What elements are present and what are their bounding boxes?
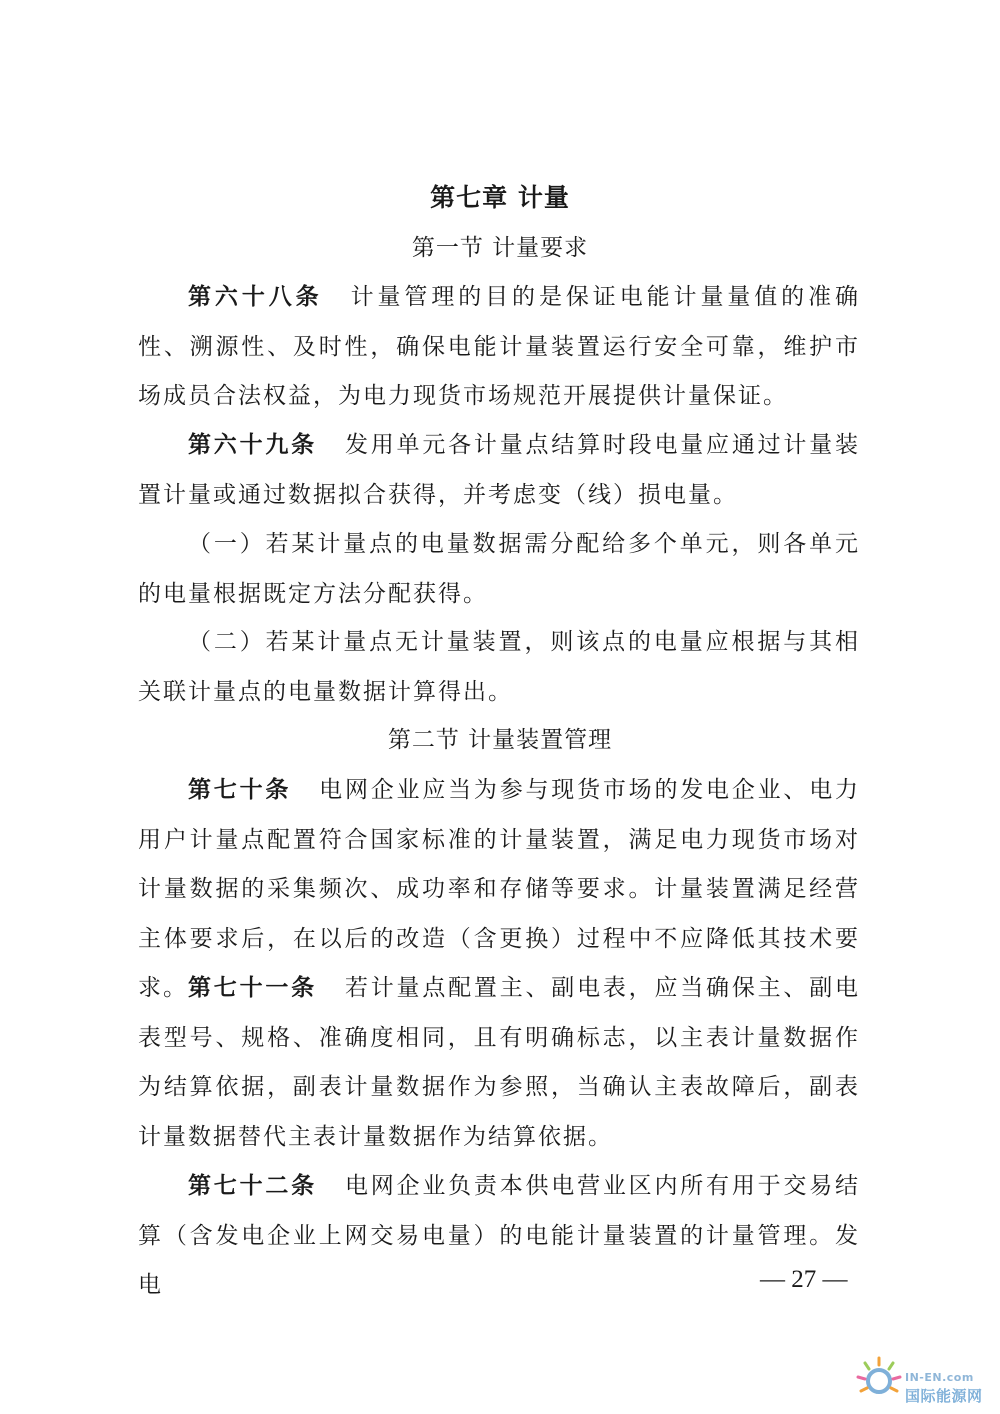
article-number: 第七十二条 — [188, 1173, 317, 1199]
article-number: 第七十条 — [188, 777, 292, 803]
article-number: 第六十九条 — [188, 432, 317, 458]
article-text: 电网企业负责本供电营业区内所有用于交易结算（含发电企业上网交易电量）的电能计量装置的计量管理。发电 — [138, 1173, 861, 1298]
section-title: 第二节 计量装置管理 — [387, 727, 613, 753]
article-number: 第七十一条 — [188, 975, 317, 1001]
chapter-title: 第七章 计量 — [430, 183, 570, 212]
clause-2 — [138, 618, 860, 717]
clause-text: （二）若某计量点无计量装置，则该点的电量应根据与其相关联计量点的电量数据计算得出。 — [138, 629, 860, 705]
page-number: — 27 — — [760, 1266, 848, 1293]
watermark-logo — [855, 1355, 995, 1410]
sun-flower-icon — [855, 1355, 903, 1407]
article-71 — [138, 964, 860, 1162]
article-69 — [138, 421, 860, 520]
article-text: 电网企业应当为参与现货市场的发电企业、电力用户计量点配置符合国家标准的计量装置，满足电力现货市场对计量数据的采集频次、成功率和存储等要求。计量装置满足经营主体要求后，在以后的改造（含更换）过程中不应降低其技术要求。 — [138, 777, 861, 1001]
article-number: 第六十八条 — [188, 284, 323, 310]
article-text: 发用单元各计量点结算时段电量应通过计量装置计量或通过数据拟合获得，并考虑变（线）损电量。 — [138, 432, 861, 508]
section-title: 第一节 计量要求 — [411, 235, 589, 261]
article-text: 计量管理的目的是保证电能计量量值的准确性、溯源性、及时性，确保电能计量装置运行安全可靠，维护市场成员合法权益，为电力现货市场规范开展提供计量保证。 — [138, 284, 861, 409]
article-text: 若计量点配置主、副电表，应当确保主、副电表型号、规格、准确度相同，且有明确标志，以主表计量数据作为结算依据，副表计量数据作为参照，当确认主表故障后，副表计量数据替代主表计量数据作为结算依据。 — [138, 975, 861, 1150]
article-72 — [138, 1162, 860, 1311]
clause-text: （一）若某计量点的电量数据需分配给多个单元，则各单元的电量根据既定方法分配获得。 — [138, 531, 860, 607]
watermark-name: 国际能源网 — [905, 1387, 983, 1405]
clause-1 — [138, 520, 860, 619]
article-68 — [138, 273, 860, 422]
watermark-site: IN-EN.com — [905, 1371, 974, 1384]
